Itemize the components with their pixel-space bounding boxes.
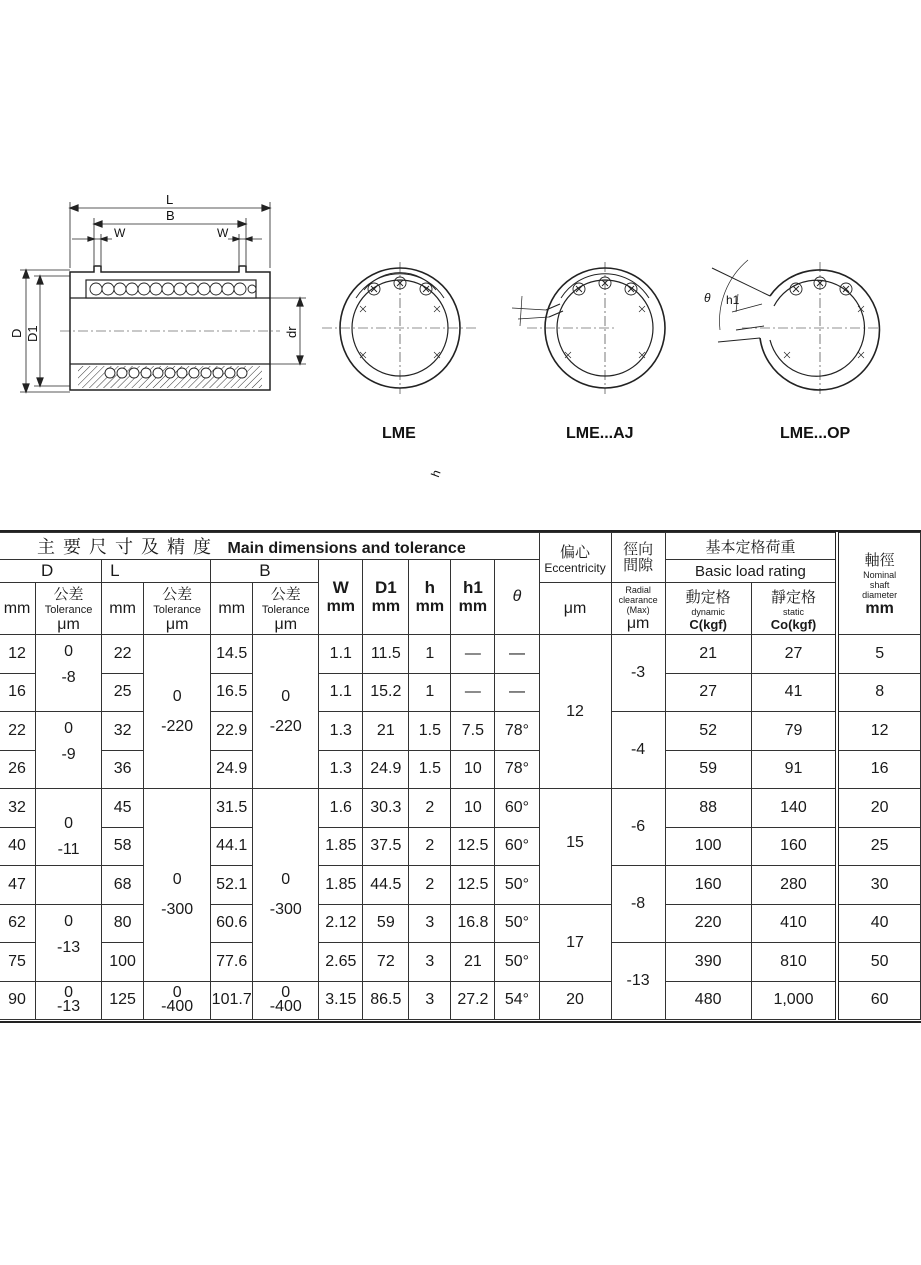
cell-text: 0 xyxy=(64,720,74,737)
cell-theta: 50° xyxy=(495,866,539,905)
cell-text: 0 xyxy=(281,984,291,1002)
cell-h1: 21 xyxy=(451,943,495,982)
cell-text: 基本定格荷重 xyxy=(705,538,796,556)
title-en: Main dimensions and tolerance xyxy=(227,540,466,557)
cell-d: 32 xyxy=(0,789,36,828)
label-h1: h1 xyxy=(726,293,740,307)
cell-w: 1.6 xyxy=(319,789,363,828)
col-theta-header xyxy=(495,560,539,635)
cell-h1: 12.5 xyxy=(451,827,495,866)
cell-h1: 27.2 xyxy=(451,981,495,1020)
caption-lme-op: LME...OP xyxy=(780,425,851,442)
rad-c: -6 xyxy=(611,789,665,866)
cell-shaft: 8 xyxy=(837,673,920,712)
cell-text: Tolerance xyxy=(44,604,93,616)
cell-text: Radial clearance (Max) xyxy=(618,584,658,615)
cell-text: μm xyxy=(57,616,80,633)
cell-text: W xyxy=(332,578,349,597)
cell-b: 77.6 xyxy=(211,943,253,982)
caption-lme-aj: LME...AJ xyxy=(566,425,634,442)
rad-b: -4 xyxy=(611,712,665,789)
D-tolerance-header xyxy=(36,583,102,635)
lme-end-view xyxy=(322,262,478,394)
cell-text: 0 xyxy=(172,687,182,705)
cell-d: 47 xyxy=(0,866,36,905)
B-tol-b xyxy=(253,789,319,982)
cell-l: 125 xyxy=(102,981,144,1020)
col-L-header: L xyxy=(102,560,211,583)
col-B-header: B xyxy=(211,560,319,583)
cell-shaft: 40 xyxy=(837,904,920,943)
cell-h1: 12.5 xyxy=(451,866,495,905)
cell-co: 27 xyxy=(751,635,837,674)
L-tol-a xyxy=(144,635,211,789)
cell-c: 220 xyxy=(665,904,751,943)
cell-d1: 37.5 xyxy=(363,827,409,866)
cell-d: 90 xyxy=(0,981,36,1020)
cell-text: -13 xyxy=(57,998,81,1016)
cell-shaft: 30 xyxy=(837,866,920,905)
cell-theta: — xyxy=(495,635,539,674)
D-tol-c xyxy=(36,789,102,866)
cell-text: Nominal shaft diameter xyxy=(862,570,898,600)
cell-text: μm xyxy=(165,616,189,633)
cell-d1: 86.5 xyxy=(363,981,409,1020)
B-tol-a xyxy=(253,635,319,789)
col-h1-header xyxy=(451,560,495,635)
table-row xyxy=(0,981,921,1020)
cell-w: 2.65 xyxy=(319,943,363,982)
cell-theta: 60° xyxy=(495,789,539,828)
cell-h: 3 xyxy=(409,981,451,1020)
cell-text: mm xyxy=(326,598,356,615)
cell-b: 14.5 xyxy=(211,635,253,674)
dimension-table xyxy=(0,532,921,1020)
cell-text: 0 xyxy=(281,687,291,705)
col-D-header: D xyxy=(0,560,102,583)
cell-co: 41 xyxy=(751,673,837,712)
rad-e: -13 xyxy=(611,943,665,1020)
label-h-aj: h xyxy=(428,467,444,479)
ecc-c: 17 xyxy=(539,904,611,981)
D-tol-empty xyxy=(36,866,102,905)
cell-l: 45 xyxy=(102,789,144,828)
col-h-header xyxy=(409,560,451,635)
cell-d: 62 xyxy=(0,904,36,943)
title-zh: 主要尺寸及精度 xyxy=(37,537,219,557)
cell-text: -400 xyxy=(161,998,194,1016)
cell-d: 22 xyxy=(0,712,36,751)
cell-text: 0 xyxy=(172,871,182,888)
cell-h: 2 xyxy=(409,789,451,828)
cell-text: -220 xyxy=(269,717,302,735)
cell-theta: — xyxy=(495,673,539,712)
dimension-table-wrapper xyxy=(0,530,921,1023)
cell-text: static xyxy=(782,606,804,617)
cell-theta: 50° xyxy=(495,943,539,982)
rad-a: -3 xyxy=(611,635,665,712)
L-tolerance-header xyxy=(144,583,211,635)
cell-b: 44.1 xyxy=(211,827,253,866)
cell-w: 1.3 xyxy=(319,750,363,789)
rad-d: -8 xyxy=(611,866,665,943)
cell-text: -220 xyxy=(161,717,194,735)
cell-d1: 72 xyxy=(363,943,409,982)
table-row xyxy=(0,789,921,828)
cell-b: 22.9 xyxy=(211,712,253,751)
label-theta: θ xyxy=(704,291,711,305)
static-header xyxy=(751,583,837,635)
cell-w: 2.12 xyxy=(319,904,363,943)
cell-text: -300 xyxy=(269,901,302,918)
cell-d: 75 xyxy=(0,943,36,982)
cell-h1: 10 xyxy=(451,789,495,828)
D-tol-b xyxy=(36,712,102,789)
cell-c: 59 xyxy=(665,750,751,789)
cell-b: 31.5 xyxy=(211,789,253,828)
cell-text: D1 xyxy=(374,578,397,597)
L-tol-b xyxy=(144,789,211,982)
ecc-d: 20 xyxy=(539,981,611,1020)
cell-theta: 78° xyxy=(495,712,539,751)
cell-text: dynamic xyxy=(691,606,725,617)
cell-h1: 16.8 xyxy=(451,904,495,943)
cell-text: 0 xyxy=(64,912,74,930)
cell-d1: 44.5 xyxy=(363,866,409,905)
cell-co: 140 xyxy=(751,789,837,828)
cell-d: 12 xyxy=(0,635,36,674)
cell-w: 1.85 xyxy=(319,827,363,866)
cell-shaft: 20 xyxy=(837,789,920,828)
cell-l: 36 xyxy=(102,750,144,789)
cell-l: 25 xyxy=(102,673,144,712)
cell-co: 160 xyxy=(751,827,837,866)
cell-l: 100 xyxy=(102,943,144,982)
L-tol-c xyxy=(144,981,211,1020)
ecc-a: 12 xyxy=(539,635,611,789)
cell-co: 1,000 xyxy=(751,981,837,1020)
cell-co: 410 xyxy=(751,904,837,943)
label-B: B xyxy=(166,208,175,223)
table-row xyxy=(0,866,921,905)
cell-c: 480 xyxy=(665,981,751,1020)
cell-w: 1.1 xyxy=(319,673,363,712)
cell-text: Eccentricity xyxy=(544,561,606,575)
cell-d: 26 xyxy=(0,750,36,789)
cell-text: 靜定格 xyxy=(770,588,816,606)
cell-co: 280 xyxy=(751,866,837,905)
eccentricity-header xyxy=(539,533,611,583)
cell-l: 68 xyxy=(102,866,144,905)
lme-op-end-view xyxy=(712,260,880,394)
radial-clearance-zh xyxy=(611,533,665,583)
cell-w: 1.1 xyxy=(319,635,363,674)
cell-text: 0 xyxy=(64,643,74,660)
D-tol-d xyxy=(36,904,102,981)
cell-text: -300 xyxy=(161,901,194,918)
cell-text: 徑向間隙 xyxy=(623,540,654,574)
cell-d: 40 xyxy=(0,827,36,866)
cell-text: 0 xyxy=(64,984,74,1002)
D-tol-e xyxy=(36,981,102,1020)
cell-theta: 78° xyxy=(495,750,539,789)
cell-h: 1.5 xyxy=(409,750,451,789)
dynamic-header xyxy=(665,583,751,635)
label-W-right: W xyxy=(217,226,229,240)
cell-text: 公差 xyxy=(162,586,193,603)
table-row xyxy=(0,827,921,866)
cell-text: C(kgf) xyxy=(689,616,727,632)
cell-d: 16 xyxy=(0,673,36,712)
cell-co: 810 xyxy=(751,943,837,982)
cell-b: 101.7 xyxy=(211,981,253,1020)
cell-l: 22 xyxy=(102,635,144,674)
label-dr: dr xyxy=(284,326,299,338)
cell-text: -400 xyxy=(269,998,302,1016)
cell-text: Tolerance xyxy=(261,604,310,616)
cell-theta: 50° xyxy=(495,904,539,943)
cell-text: Tolerance xyxy=(153,604,201,616)
cell-text: 偏心 xyxy=(560,544,591,561)
lme-aj-end-view xyxy=(512,262,665,394)
cell-text: h xyxy=(424,578,436,597)
shaft-header xyxy=(837,533,920,635)
cell-h1: 10 xyxy=(451,750,495,789)
B-mm: mm xyxy=(211,583,253,635)
cell-text: 公差 xyxy=(270,586,301,603)
cell-text: mm xyxy=(415,598,445,615)
cell-h: 3 xyxy=(409,904,451,943)
load-rating-en: Basic load rating xyxy=(665,560,837,583)
cell-shaft: 12 xyxy=(837,712,920,751)
cell-h1: — xyxy=(451,673,495,712)
B-tol-c xyxy=(253,981,319,1020)
ecc-b: 15 xyxy=(539,789,611,905)
cell-d1: 11.5 xyxy=(363,635,409,674)
cell-d1: 21 xyxy=(363,712,409,751)
cell-h: 2 xyxy=(409,866,451,905)
col-D1-header xyxy=(363,560,409,635)
cell-theta: 54° xyxy=(495,981,539,1020)
cell-b: 24.9 xyxy=(211,750,253,789)
B-tolerance-header xyxy=(253,583,319,635)
cell-theta: 60° xyxy=(495,827,539,866)
cell-text: μm xyxy=(274,616,298,633)
label-L: L xyxy=(166,192,174,207)
label-W-left: W xyxy=(114,226,126,240)
cell-text: -8 xyxy=(61,669,76,686)
label-D: D xyxy=(9,328,24,338)
cell-h: 3 xyxy=(409,943,451,982)
cell-co: 91 xyxy=(751,750,837,789)
cell-c: 160 xyxy=(665,866,751,905)
cell-c: 52 xyxy=(665,712,751,751)
cell-text: 0 xyxy=(281,871,291,888)
L-mm: mm xyxy=(102,583,144,635)
cell-h: 1.5 xyxy=(409,712,451,751)
table-row xyxy=(0,673,921,712)
cell-c: 21 xyxy=(665,635,751,674)
radial-clearance-en xyxy=(611,583,665,635)
cell-l: 58 xyxy=(102,827,144,866)
cell-co: 79 xyxy=(751,712,837,751)
cell-l: 32 xyxy=(102,712,144,751)
cell-text: 公差 xyxy=(53,586,84,603)
cell-w: 1.85 xyxy=(319,866,363,905)
cell-w: 1.3 xyxy=(319,712,363,751)
cell-text: mm xyxy=(865,600,894,617)
cell-b: 16.5 xyxy=(211,673,253,712)
cell-d1: 30.3 xyxy=(363,789,409,828)
table-row xyxy=(0,635,921,674)
cell-shaft: 16 xyxy=(837,750,920,789)
cell-h: 1 xyxy=(409,673,451,712)
cell-shaft: 25 xyxy=(837,827,920,866)
table-row xyxy=(0,943,921,982)
caption-lme: LME xyxy=(382,425,416,442)
cell-text: mm xyxy=(371,598,401,615)
side-section-view xyxy=(20,202,306,392)
cell-h: 1 xyxy=(409,635,451,674)
cell-w: 3.15 xyxy=(319,981,363,1020)
cell-text: mm xyxy=(458,598,488,615)
cell-text: μm xyxy=(626,614,650,632)
D-mm: mm xyxy=(0,583,36,635)
cell-shaft: 50 xyxy=(837,943,920,982)
cell-c: 27 xyxy=(665,673,751,712)
cell-shaft: 60 xyxy=(837,981,920,1020)
cell-l: 80 xyxy=(102,904,144,943)
table-row xyxy=(0,750,921,789)
load-rating-header xyxy=(665,533,837,560)
cell-h: 2 xyxy=(409,827,451,866)
table-row xyxy=(0,904,921,943)
cell-c: 390 xyxy=(665,943,751,982)
D-tol-a xyxy=(36,635,102,712)
cell-h1: 7.5 xyxy=(451,712,495,751)
cell-b: 52.1 xyxy=(211,866,253,905)
cell-text: -11 xyxy=(57,841,80,858)
cell-text: -9 xyxy=(61,746,76,763)
cell-text: 0 xyxy=(64,815,74,832)
cell-d1: 15.2 xyxy=(363,673,409,712)
cell-b: 60.6 xyxy=(211,904,253,943)
cell-shaft: 5 xyxy=(837,635,920,674)
ecc-unit: μm xyxy=(539,583,611,635)
cell-text: θ xyxy=(512,588,522,605)
bearing-drawings xyxy=(0,180,920,479)
cell-text: -13 xyxy=(57,938,81,956)
cell-text: 軸徑 xyxy=(864,552,895,569)
cell-d1: 24.9 xyxy=(363,750,409,789)
label-D1: D1 xyxy=(25,325,40,342)
cell-c: 100 xyxy=(665,827,751,866)
cell-text: 0 xyxy=(172,984,182,1002)
col-W-header xyxy=(319,560,363,635)
table-row xyxy=(0,712,921,751)
cell-h1: — xyxy=(451,635,495,674)
cell-text: h1 xyxy=(462,578,483,597)
cell-d1: 59 xyxy=(363,904,409,943)
main-dimensions-header xyxy=(0,533,539,560)
cell-c: 88 xyxy=(665,789,751,828)
cell-text: Co(kgf) xyxy=(770,616,817,632)
cell-text: 動定格 xyxy=(685,588,731,606)
